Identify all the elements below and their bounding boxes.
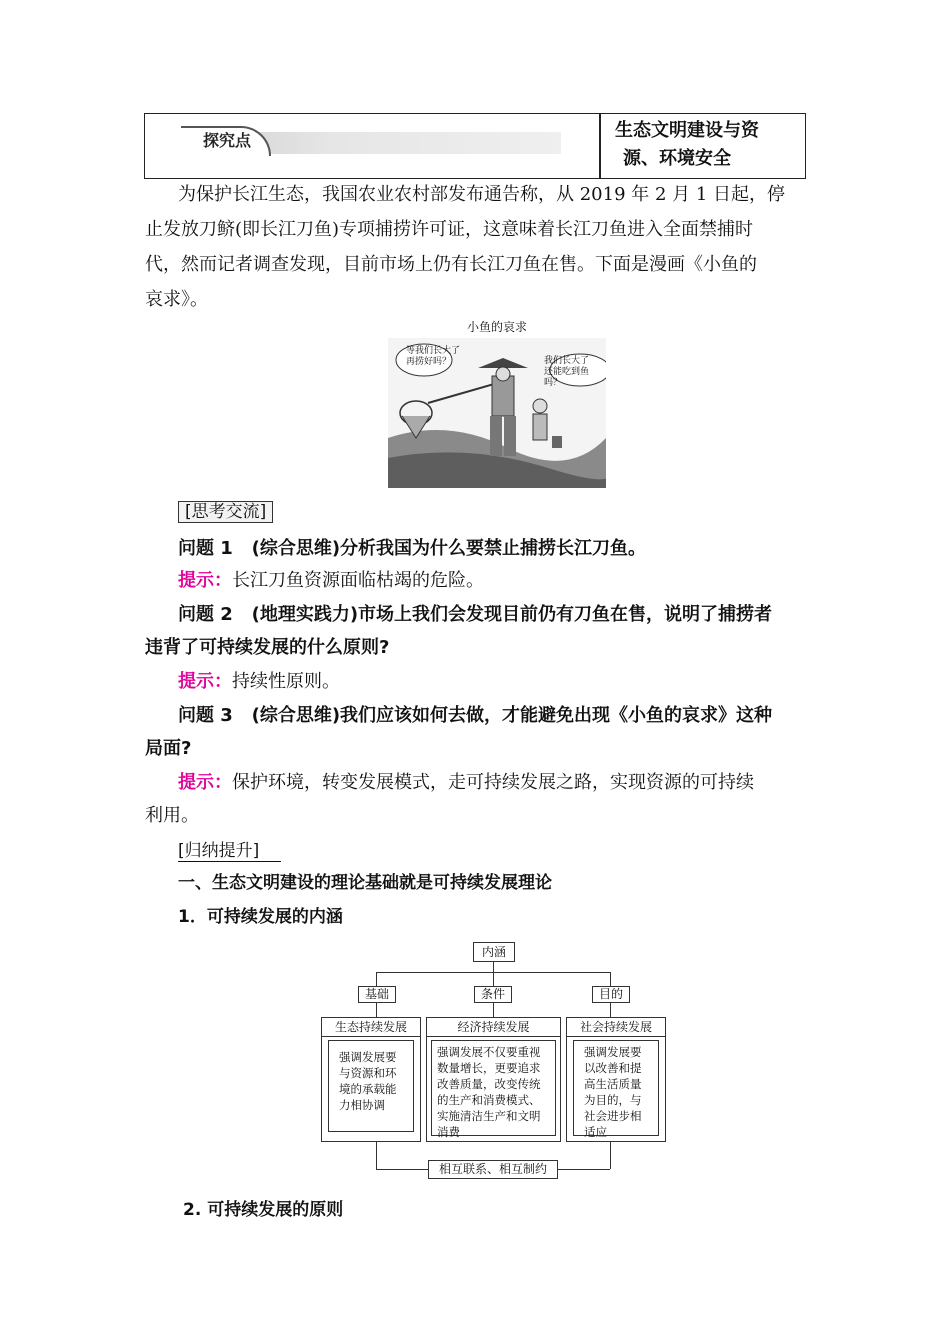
summary-tag-label: [归纳提升] — [178, 841, 281, 862]
question-1-label: 问题 1 — [178, 538, 233, 559]
connector — [610, 1003, 611, 1017]
box-text-line: 高生活质量 — [584, 1077, 642, 1091]
connector — [376, 972, 377, 986]
branch-foundation: 基础 — [358, 986, 396, 1003]
box-text-line: 数量增长，更要追求 — [437, 1061, 541, 1075]
box-text-line: 实施清洁生产和文明 — [437, 1109, 541, 1123]
box-text-social — [573, 1040, 659, 1139]
question-3-text-line1: (综合思维)我们应该如何去做，才能避免出现《小鱼的哀求》这种 — [251, 705, 773, 726]
box-text-line: 的生产和消费模式、 — [437, 1093, 541, 1107]
connector — [376, 1169, 428, 1170]
cartoon-bubble-right — [544, 356, 606, 389]
think-tag-label: [思考交流] — [178, 501, 273, 523]
question-1 — [145, 534, 843, 564]
hint-2 — [145, 667, 843, 697]
branch-purpose: 目的 — [592, 986, 630, 1003]
connector — [376, 1003, 377, 1017]
box-text-line: 与资源和环 — [339, 1066, 397, 1080]
hint-3 — [145, 768, 843, 798]
hint-1-label: 提示： — [178, 570, 232, 591]
hint-2-text: 持续性原则。 — [232, 671, 340, 692]
question-2 — [145, 600, 843, 630]
summary-tag — [178, 836, 281, 861]
connector — [558, 1169, 610, 1170]
question-2-line2: 违背了可持续发展的什么原则? — [145, 637, 390, 658]
connector — [376, 1142, 377, 1169]
box-text-line: 境的承载能 — [339, 1082, 397, 1096]
topic-header — [144, 113, 806, 179]
summary-subheading-2: 2. 可持续发展的原则 — [183, 1200, 344, 1220]
cartoon-illustration — [388, 318, 606, 488]
box-text-ecological — [328, 1040, 414, 1132]
hint-1 — [145, 566, 843, 596]
summary-heading-1: 一、生态文明建设的理论基础就是可持续发展理论 — [178, 873, 552, 893]
cartoon-drawing — [388, 318, 606, 488]
connector — [493, 972, 494, 986]
box-text-economic — [431, 1040, 556, 1139]
question-3-line2: 局面? — [145, 738, 192, 759]
intro-line-1: 为保护长江生态，我国农业农村部发布通告称，从 2019 年 2 月 1 日起，停 — [178, 184, 786, 205]
cartoon-bubble-left — [406, 346, 460, 368]
bubble-left-line1: 等我们长大了 — [406, 346, 461, 356]
topic-tag-bar — [181, 132, 561, 154]
connector — [493, 962, 494, 972]
hint-3-label: 提示： — [178, 772, 232, 793]
topic-title-line1: 生态文明建设与资 — [615, 120, 759, 141]
intro-line-3: 代，然而记者调查发现，目前市场上仍有长江刀鱼在售。下面是漫画《小鱼的 — [145, 254, 757, 275]
bubble-right-line1: 我们长大了 — [544, 356, 590, 366]
box-title: 社会持续发展 — [567, 1018, 665, 1037]
question-2-text-line1: (地理实践力)市场上我们会发现目前仍有刀鱼在售，说明了捕捞者 — [251, 604, 773, 625]
intro-line-4: 哀求》。 — [145, 289, 208, 310]
topic-title-line2: 源、环境安全 — [623, 148, 731, 169]
box-title: 生态持续发展 — [322, 1018, 420, 1037]
box-text-line: 社会进步相 — [584, 1109, 642, 1123]
hint-2-label: 提示： — [178, 671, 232, 692]
box-text-line: 力相协调 — [339, 1098, 385, 1112]
intro-line-2: 止发放刀鲚(即长江刀鱼)专项捕捞许可证，这意味着长江刀鱼进入全面禁捕时 — [145, 219, 754, 240]
diagram-bottom-relation: 相互联系、相互制约 — [428, 1160, 558, 1179]
box-text-line: 为目的，与 — [584, 1093, 642, 1107]
box-text-line: 改善质量，改变传统 — [437, 1077, 541, 1091]
header-divider — [599, 114, 601, 178]
box-text-line: 消费 — [437, 1125, 460, 1139]
question-3 — [145, 701, 843, 731]
connector — [493, 1003, 494, 1017]
hint-3-text-line1: 保护环境，转变发展模式，走可持续发展之路，实现资源的可持续 — [232, 772, 754, 793]
branch-condition: 条件 — [474, 986, 512, 1003]
hint-3-line2: 利用。 — [145, 805, 199, 826]
hint-1-text: 长江刀鱼资源面临枯竭的危险。 — [232, 570, 484, 591]
sustainability-diagram — [318, 940, 670, 1185]
box-text-line: 强调发展不仅要重视 — [437, 1045, 541, 1059]
question-1-text: (综合思维)分析我国为什么要禁止捕捞长江刀鱼。 — [251, 538, 647, 559]
summary-subheading-1: 1．可持续发展的内涵 — [178, 907, 343, 927]
box-text-line: 强调发展要 — [339, 1050, 397, 1064]
box-text-line: 适应 — [584, 1125, 607, 1139]
box-text-line: 强调发展要 — [584, 1045, 642, 1059]
box-title: 经济持续发展 — [427, 1018, 560, 1037]
connector — [610, 972, 611, 986]
think-tag — [178, 497, 273, 522]
topic-tag-label: 探究点 — [203, 131, 252, 150]
topic-title — [615, 117, 805, 173]
diagram-root: 内涵 — [473, 942, 515, 962]
question-3-label: 问题 3 — [178, 705, 233, 726]
question-2-label: 问题 2 — [178, 604, 233, 625]
box-text-line: 以改善和提 — [584, 1061, 642, 1075]
bubble-right-line2: 还能吃到鱼吗？ — [544, 367, 590, 388]
bubble-left-line2: 再捞好吗？ — [406, 357, 452, 367]
connector — [610, 1142, 611, 1169]
cartoon-title: 小鱼的哀求 — [466, 320, 527, 334]
